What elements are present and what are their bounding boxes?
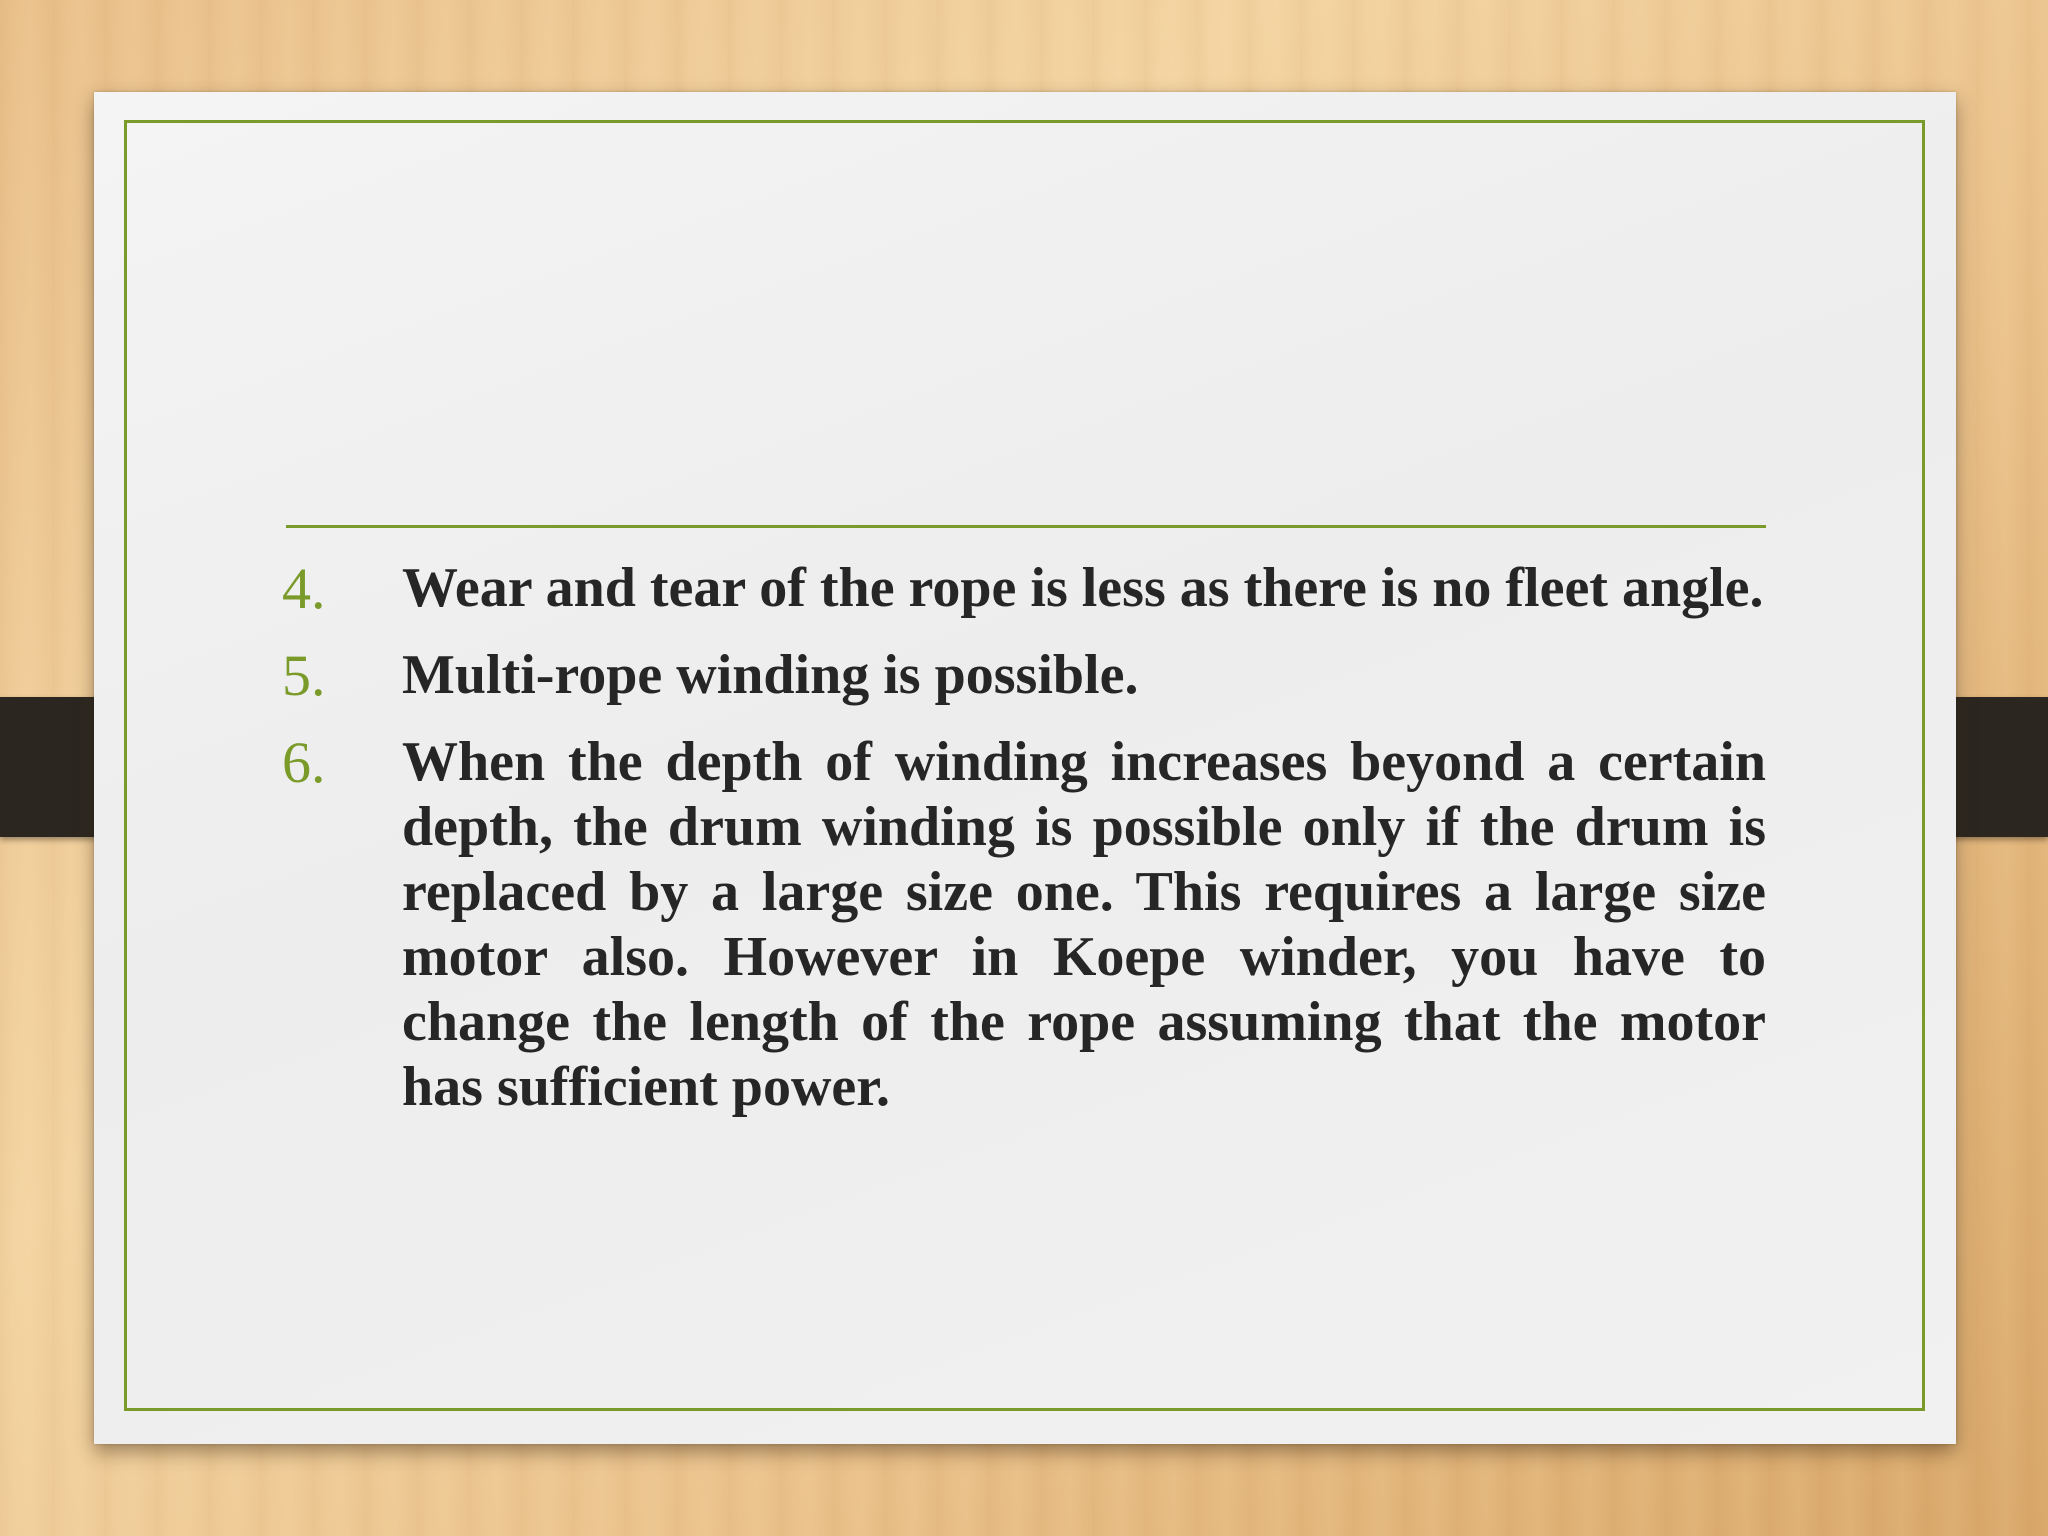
list-item	[282, 556, 1766, 621]
list-item-text: When the depth of winding increases beyond a certain depth, the drum winding is possible only if the drum is replaced by a large size one. This requires a large size motor also. However in Koepe winder, you have to change the length of the rope assuming that the motor has sufficient power.	[402, 731, 1766, 1118]
title-divider-line	[286, 525, 1766, 528]
list-item	[282, 730, 1766, 1120]
list-item	[282, 643, 1766, 708]
list-item-text: Wear and tear of the rope is less as there is no fleet angle.	[402, 557, 1764, 619]
list-item-text: Multi-rope winding is possible.	[402, 644, 1139, 706]
list-item-number: 4.	[282, 556, 326, 621]
list-item-number: 5.	[282, 643, 326, 708]
numbered-list	[282, 556, 1766, 1142]
list-item-number: 6.	[282, 730, 326, 795]
